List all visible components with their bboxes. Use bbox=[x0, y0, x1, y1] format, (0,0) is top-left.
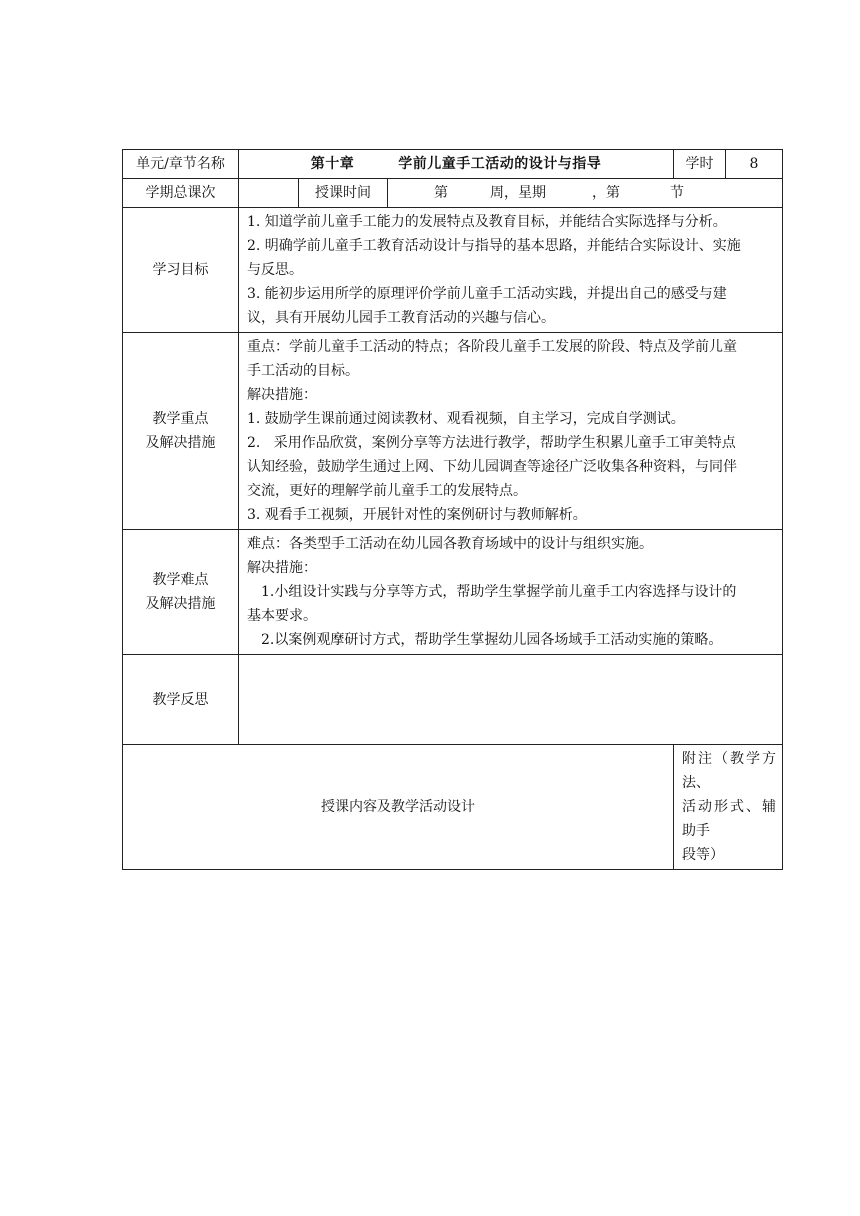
hours-label: 学时 bbox=[674, 150, 726, 179]
difficulties-row bbox=[123, 530, 783, 655]
reflection-content bbox=[239, 655, 783, 745]
chapter-row bbox=[123, 150, 783, 179]
objective-line: 议，具有开展幼儿园手工教育活动的兴趣与信心。 bbox=[247, 310, 555, 326]
period-prefix: ，第 bbox=[592, 185, 620, 201]
term-total-value bbox=[239, 179, 299, 208]
week-prefix: 第 bbox=[434, 185, 448, 201]
key-points-row bbox=[123, 333, 783, 530]
week-suffix: 周，星期 bbox=[490, 185, 546, 201]
objectives-row bbox=[123, 208, 783, 333]
objectives-label: 学习目标 bbox=[123, 208, 239, 333]
difficulty-line: 解决措施： bbox=[247, 560, 317, 576]
notes-line: 段等） bbox=[682, 847, 724, 863]
key-points-label bbox=[123, 333, 239, 530]
reflection-row bbox=[123, 655, 783, 745]
difficulties-label-line2: 及解决措施 bbox=[145, 596, 216, 612]
difficulty-line: 1.小组设计实践与分享等方式，帮助学生掌握学前儿童手工内容选择与设计的 bbox=[261, 584, 737, 600]
chapter-title-cell bbox=[239, 150, 674, 179]
key-point-line: 手工活动的目标。 bbox=[247, 363, 359, 379]
notes-cell bbox=[674, 745, 783, 870]
unit-label: 单元/章节名称 bbox=[123, 150, 239, 179]
key-point-line: 2. 采用作品欣赏，案例分享等方法进行教学，帮助学生积累儿童手工审美特点 bbox=[247, 435, 736, 451]
chapter-title: 学前儿童手工活动的设计与指导 bbox=[398, 156, 602, 172]
objectives-content bbox=[239, 208, 783, 333]
chapter-number: 第十章 bbox=[310, 156, 355, 172]
difficulties-content bbox=[239, 530, 783, 655]
difficulties-label bbox=[123, 530, 239, 655]
lesson-plan-table bbox=[122, 149, 783, 870]
difficulties-label-line1: 教学难点 bbox=[152, 572, 209, 588]
content-design-row bbox=[123, 745, 783, 870]
schedule-row bbox=[123, 179, 783, 208]
key-point-line: 交流，更好的理解学前儿童手工的发展特点。 bbox=[247, 483, 527, 499]
difficulty-line: 难点：各类型手工活动在幼儿园各教育场域中的设计与组织实施。 bbox=[247, 536, 653, 552]
difficulty-line: 2.以案例观摩研讨方式，帮助学生掌握幼儿园各场域手工活动实施的策略。 bbox=[261, 632, 723, 648]
key-points-label-line1: 教学重点 bbox=[152, 411, 209, 427]
key-point-line: 3. 观看手工视频，开展针对性的案例研讨与教师解析。 bbox=[247, 507, 587, 523]
hours-value: 8 bbox=[726, 150, 783, 179]
notes-line: 活动形式、辅助手 bbox=[682, 799, 776, 839]
notes-line: 附注（教学方法、 bbox=[682, 751, 776, 791]
lesson-time-value bbox=[388, 179, 783, 208]
key-point-line: 1. 鼓励学生课前通过阅读教材、观看视频，自主学习，完成自学测试。 bbox=[247, 411, 685, 427]
key-point-line: 重点：学前儿童手工活动的特点；各阶段儿童手工发展的阶段、特点及学前儿童 bbox=[247, 339, 737, 355]
objective-line: 与反思。 bbox=[247, 262, 303, 278]
key-points-label-line2: 及解决措施 bbox=[145, 435, 216, 451]
key-point-line: 解决措施： bbox=[247, 387, 317, 403]
period-suffix: 节 bbox=[670, 185, 684, 201]
objective-line: 1. 知道学前儿童手工能力的发展特点及教育目标，并能结合实际选择与分析。 bbox=[247, 214, 727, 230]
objective-line: 3. 能初步运用所学的原理评价学前儿童手工活动实践，并提出自己的感受与建 bbox=[247, 286, 727, 302]
reflection-label: 教学反思 bbox=[123, 655, 239, 745]
term-total-label: 学期总课次 bbox=[123, 179, 239, 208]
lesson-time-label: 授课时间 bbox=[299, 179, 388, 208]
difficulty-line: 基本要求。 bbox=[247, 608, 317, 624]
key-point-line: 认知经验，鼓励学生通过上网、下幼儿园调查等途径广泛收集各种资料，与同伴 bbox=[247, 459, 737, 475]
content-design-label: 授课内容及教学活动设计 bbox=[123, 745, 674, 870]
key-points-content bbox=[239, 333, 783, 530]
objective-line: 2. 明确学前儿童手工教育活动设计与指导的基本思路，并能结合实际设计、实施 bbox=[247, 238, 741, 254]
